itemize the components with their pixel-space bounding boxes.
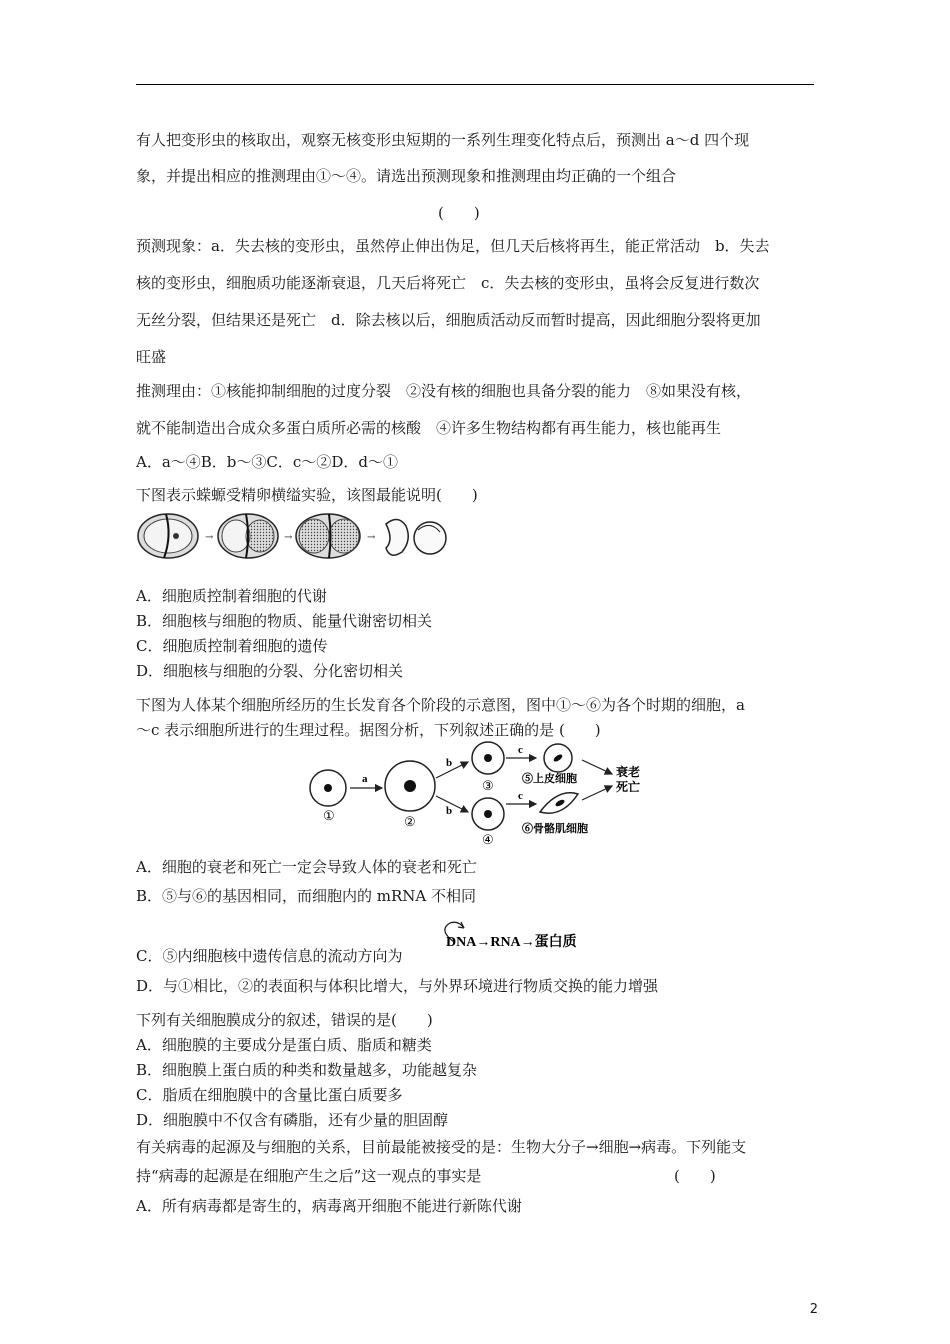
q2-option-a: A．细胞质控制着细胞的代谢 <box>136 587 327 605</box>
svg-text:→: → <box>367 532 376 543</box>
q5-answer-paren: ( ) <box>674 1167 716 1185</box>
q3-stem-line2: ～c 表示细胞所进行的生理过程。据图分析，下列叙述正确的是 ( ) <box>136 721 601 739</box>
q2-option-d: D．细胞核与细胞的分裂、分化密切相关 <box>136 662 404 680</box>
q3-option-a: A．细胞的衰老和死亡一定会导致人体的衰老和死亡 <box>136 858 477 876</box>
q1-options <box>136 452 398 472</box>
q2-option-c: C．细胞质控制着细胞的遗传 <box>136 637 328 655</box>
q1-phenomena-line1: 预测现象：a．失去核的变形虫，虽然停止伸出伪足，但几天后核将再生，能正常活动 b．失去 <box>136 237 770 255</box>
q1-option-b: B．b～③ <box>200 453 267 471</box>
q3-stem-line1: 下图为人体某个细胞所经历的生长发育各个阶段的示意图，图中①～⑥为各个时期的细胞，a <box>136 696 745 714</box>
q2-option-b: B．细胞核与细胞的物质、能量代谢密切相关 <box>136 612 433 630</box>
cell-4-label: ④ <box>482 832 494 847</box>
q5-stem-line2: 持“病毒的起源是在细胞产生之后”这一观点的事实是 <box>136 1167 482 1185</box>
arrow-b1-label: b <box>446 757 453 769</box>
central-dogma-figure <box>432 918 592 958</box>
q1-option-a: A．a～④ <box>136 453 201 471</box>
q1-option-c: C．c～② <box>266 453 332 471</box>
q4-stem: 下列有关细胞膜成分的叙述，错误的是( ) <box>136 1011 433 1029</box>
egg-stage-3 <box>296 514 360 558</box>
q1-phenomena-line4: 旺盛 <box>136 348 167 366</box>
q1-answer-paren: ( ) <box>438 204 480 222</box>
page-number: 2 <box>809 1302 818 1317</box>
newt-egg-ligation-figure <box>136 510 448 562</box>
q4-option-c: C．脂质在细胞膜中的含量比蛋白质要多 <box>136 1086 403 1104</box>
senescence-label-2: 死亡 <box>616 780 641 794</box>
q1-reason-line1: 推测理由：①核能抑制细胞的过度分裂 ②没有核的细胞也具备分裂的能力 ⑧如果没有核， <box>136 382 752 400</box>
q4-option-d: D．细胞膜中不仅含有磷脂，还有少量的胆固醇 <box>136 1111 449 1129</box>
senescence-label-1: 衰老 <box>616 765 641 779</box>
q1-phenomena-line3: 无丝分裂，但结果还是死亡 d．除去核以后，细胞质活动反而暂时提高，因此细胞分裂将更加 <box>136 311 761 329</box>
cell-5-label: ⑤上皮细胞 <box>522 773 577 785</box>
arrow-b2-label: b <box>446 805 453 817</box>
svg-text:→: → <box>205 532 214 543</box>
cell-development-diagram <box>300 738 650 848</box>
cell-1-label: ① <box>323 808 335 823</box>
arrow-a-label: a <box>362 773 368 785</box>
svg-text:→: → <box>284 532 293 543</box>
arrow-c1-label: c <box>518 744 523 756</box>
cell-6-label: ⑥骨骼肌细胞 <box>522 823 588 835</box>
arrow-c2-label: c <box>518 790 523 802</box>
q5-stem-line1: 有关病毒的起源及与细胞的关系，目前最能被接受的是：生物大分子→细胞→病毒。下列能支 <box>136 1138 747 1156</box>
egg-stage-2 <box>218 514 278 558</box>
q3-option-d: D．与①相比，②的表面积与体积比增大，与外界环境进行物质交换的能力增强 <box>136 977 659 995</box>
central-dogma-flow: DNA→RNA→蛋白质 <box>446 935 577 950</box>
embryo-stage-4 <box>386 519 446 555</box>
q3-option-c: C．⑤内细胞核中遗传信息的流动方向为 <box>136 947 403 965</box>
q4-option-b: B．细胞膜上蛋白质的种类和数量越多，功能越复杂 <box>136 1061 478 1079</box>
q4-option-a: A．细胞膜的主要成分是蛋白质、脂质和糖类 <box>136 1036 432 1054</box>
header-rule <box>136 84 814 85</box>
q3-option-b: B．⑤与⑥的基因相同，而细胞内的 mRNA 不相同 <box>136 887 477 905</box>
cell-2-label: ② <box>404 814 416 829</box>
q1-option-d: D．d～① <box>331 453 398 471</box>
q1-reason-line2: 就不能制造出合成众多蛋白质所必需的核酸 ④许多生物结构都有再生能力，核也能再生 <box>136 419 722 437</box>
q5-option-a: A．所有病毒都是寄生的，病毒离开细胞不能进行新陈代谢 <box>136 1197 522 1215</box>
cell-3-label: ③ <box>482 778 494 793</box>
q1-stem-line1: 有人把变形虫的核取出，观察无核变形虫短期的一系列生理变化特点后，预测出 a～d 四个现 <box>136 131 750 149</box>
egg-stage-1 <box>138 514 198 558</box>
q1-stem-line2: 象，并提出相应的推测理由①～④。请选出预测现象和推测理由均正确的一个组合 <box>136 167 677 185</box>
q1-phenomena-line2: 核的变形虫，细胞质功能逐渐衰退，几天后将死亡 c．失去核的变形虫，虽将会反复进行数次 <box>136 274 760 292</box>
q2-stem: 下图表示蝾螈受精卵横缢实验，该图最能说明( ) <box>136 486 478 504</box>
